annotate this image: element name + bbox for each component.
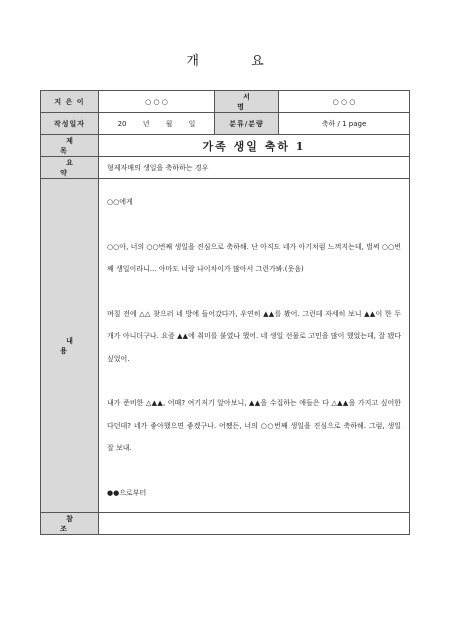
summary-value[interactable]: 형제자매의 생일을 축하하는 경우 bbox=[99, 157, 410, 179]
paragraph-gap bbox=[107, 214, 401, 236]
category-value[interactable]: 축하 / 1 page bbox=[279, 113, 410, 135]
paragraph-gap bbox=[107, 460, 401, 482]
date-value[interactable]: 20 년 월 일 bbox=[99, 113, 215, 135]
date-row bbox=[41, 113, 410, 135]
summary-row bbox=[41, 157, 410, 179]
page-title: 개 요 bbox=[186, 54, 288, 69]
signature-value[interactable]: ○ ○ ○ bbox=[279, 91, 410, 113]
letter-paragraph-3: 내가 준비한 △▲▲, 어때? 여기저기 알아보니, ▲▲을 수집하는 애들은 다 △▲▲을 가지고 싶어한다던데? 네가 좋아했으면 좋겠구나. 어쨌든, 너의 ○○번째 생일을 진심으로 축하해. 그럼, 생일 잘 보내. bbox=[107, 399, 401, 452]
author-value[interactable]: ○ ○ ○ bbox=[99, 91, 215, 113]
author-row bbox=[41, 91, 410, 113]
overview-form-table bbox=[40, 90, 410, 535]
reference-row bbox=[41, 513, 410, 535]
content-row bbox=[41, 179, 410, 513]
subject-row bbox=[41, 135, 410, 157]
summary-label: 요 약 bbox=[41, 157, 99, 179]
category-label: 분류/분량 bbox=[215, 113, 279, 135]
document-subject[interactable]: 가족 생일 축하 1 bbox=[99, 135, 410, 157]
letter-greeting: ○○에게 bbox=[107, 198, 133, 206]
reference-label: 참 조 bbox=[41, 513, 99, 535]
letter-sign-off: ●●으로부터 bbox=[107, 488, 147, 497]
content-label: 내 용 bbox=[41, 179, 99, 513]
date-label: 작성일자 bbox=[41, 113, 99, 135]
author-label: 지 은 이 bbox=[41, 91, 99, 113]
content-body[interactable] bbox=[99, 179, 410, 513]
paragraph-gap bbox=[107, 281, 401, 303]
subject-label: 제 목 bbox=[41, 135, 99, 157]
reference-value[interactable] bbox=[99, 513, 410, 535]
letter-paragraph-2: 며칠 전에 △△ 찾으러 네 방에 들어갔다가, 우연히 ▲▲를 봤어. 그런데 자세히 보니 ▲▲이 한 두 개가 아니더구나. 요즘 ▲▲에 취미를 붙였나 했어. 네 생일 선물로 고민을 많이 했었는데, 잘 됐다 싶었어. bbox=[107, 309, 401, 363]
paragraph-gap bbox=[107, 370, 401, 392]
letter-paragraph-1: ○○아, 너의 ○○번째 생일을 진심으로 축하해. 난 아직도 네가 아기처럼 느껴지는데, 벌써 ○○번째 생일이라니... 아마도 너랑 나이차이가 많아서 그런가봐.(웃음) bbox=[107, 242, 401, 273]
signature-label: 서 명 bbox=[215, 91, 279, 113]
